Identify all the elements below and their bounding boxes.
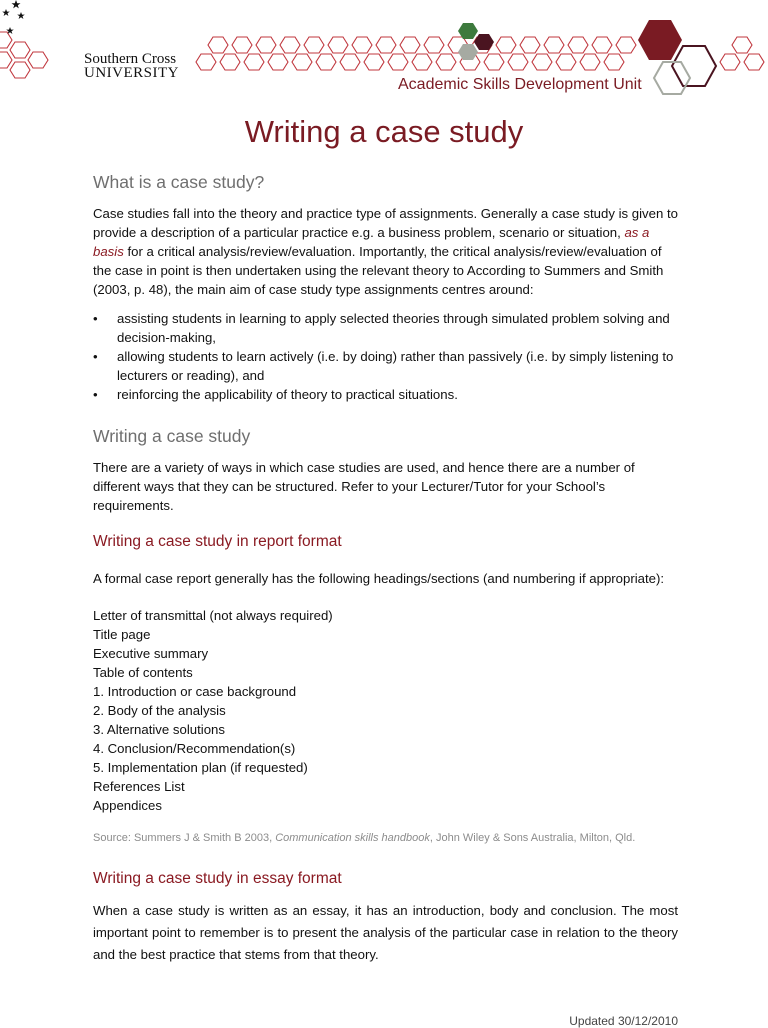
- list-item: Letter of transmittal (not always required): [93, 608, 333, 623]
- section-heading-writing: Writing a case study: [93, 426, 251, 446]
- list-item: References List: [93, 779, 185, 794]
- page-header: [0, 0, 768, 100]
- source-prefix: Source: Summers J & Smith B 2003,: [93, 832, 276, 844]
- source-citation: [93, 829, 678, 848]
- southern-cross-stars-icon: [0, 0, 26, 44]
- list-item: Appendices: [93, 798, 162, 813]
- section-heading-what-is: What is a case study?: [93, 172, 265, 192]
- list-item: • assisting students in learning to apply selected theories through simulated problem solving and decision-making,: [93, 309, 678, 347]
- section-heading-report-format: Writing a case study in report format: [93, 533, 342, 550]
- updated-date: Updated 30/12/2010: [569, 1014, 678, 1028]
- hexagon-banner: [0, 0, 768, 100]
- list-item: Title page: [93, 627, 151, 642]
- intro-text-1: Case studies fall into the theory and practice type of assignments. Generally a case study is given to provide a description of a particular practice e.g. a business problem, scenario or situation,: [93, 206, 678, 240]
- university-name-line1: Southern Cross: [84, 51, 177, 67]
- university-name-line2: UNIVERSITY: [84, 65, 179, 81]
- essay-paragraph: When a case study is written as an essay, it has an introduction, body and conclusion. The most important point to remember is to present the analysis of the particular case in relation to the theory and the best practice that stems from that theory.: [93, 903, 678, 962]
- section-heading-essay-format: Writing a case study in essay format: [93, 870, 342, 887]
- report-sections-list: [93, 606, 678, 815]
- list-item: • allowing students to learn actively (i.e. by doing) rather than passively (i.e. by simply listening to lecturers or reading), and: [93, 347, 678, 385]
- aims-bullet-list: [93, 309, 678, 404]
- document-body: [93, 170, 678, 966]
- report-intro: A formal case report generally has the following headings/sections (and numbering if appropriate):: [93, 571, 665, 586]
- unit-name: Academic Skills Development Unit: [398, 76, 642, 93]
- intro-emphasis: as a basis: [93, 225, 650, 259]
- list-item: • reinforcing the applicability of theory to practical situations.: [93, 385, 678, 404]
- list-item: 2. Body of the analysis: [93, 703, 226, 718]
- page-title: Writing a case study: [244, 114, 524, 149]
- section-paragraph-ways: There are a variety of ways in which case studies are used, and hence there are a number of different ways that they can be structured. Refer to your Lecturer/Tutor for your School’s requirements.: [93, 460, 635, 513]
- source-suffix: , John Wiley & Sons Australia, Milton, Qld.: [429, 832, 636, 844]
- intro-text-2: for a critical analysis/review/evaluation. Importantly, the critical analysis/review/evaluation of the case in point is then undertaken using the relevant theory to According to Summers and Smith (2003, p. 48), the main aim of case study type assignments centres around:: [93, 244, 664, 297]
- section-paragraph-intro: [93, 204, 678, 299]
- university-name: [84, 52, 179, 80]
- list-item: 3. Alternative solutions: [93, 722, 225, 737]
- list-item: 5. Implementation plan (if requested): [93, 760, 308, 775]
- list-item: 1. Introduction or case background: [93, 684, 297, 699]
- list-item: Executive summary: [93, 646, 209, 661]
- list-item: Table of contents: [93, 665, 193, 680]
- list-item: 4. Conclusion/Recommendation(s): [93, 741, 296, 756]
- source-title: Communication skills handbook: [275, 832, 430, 844]
